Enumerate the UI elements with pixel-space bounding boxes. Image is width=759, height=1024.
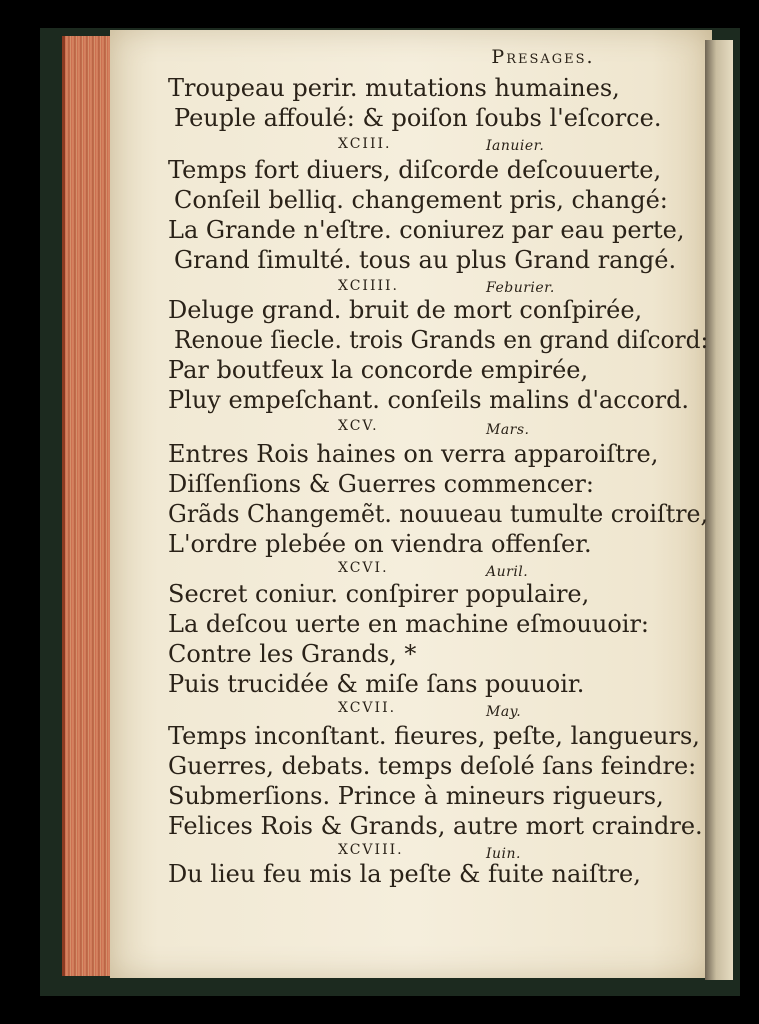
verse-line: Entres Rois haines on verra apparoiſtre, <box>168 440 659 468</box>
verse-line: Submerſions. Prince à mineurs rigueurs, <box>168 782 664 810</box>
verse-line: Temps inconſtant. fieures, peſte, langueurs, <box>168 722 700 750</box>
quatrain-number: XCVIII. <box>338 842 404 858</box>
verse-line: Peuple affoulé: & poiſon ſoubs l'eſcorce. <box>174 104 662 132</box>
quatrain-month: Ianuier. <box>486 138 545 154</box>
page-edges <box>62 36 115 976</box>
verse-line: Contre les Grands, * <box>168 640 417 668</box>
quatrain-month: Feburier. <box>486 280 555 296</box>
quatrain-month: Auril. <box>486 564 529 580</box>
quatrain-month: Mars. <box>486 422 530 438</box>
quatrain-number: XCV. <box>338 418 379 434</box>
verse-line: Guerres, debats. temps deſolé ſans feindre: <box>168 752 697 780</box>
verse-line: Grãds Changemẽt. nouueau tumulte croiſtre, <box>168 500 709 528</box>
verse-line: Par boutfeux la concorde empirée, <box>168 356 589 384</box>
verse-line: La Grande n'eſtre. coniurez par eau perte, <box>168 216 685 244</box>
quatrain-month: May. <box>486 704 522 720</box>
verse-line: Pluy empeſchant. conſeils malins d'accord. <box>168 386 690 414</box>
verse-line: Felices Rois & Grands, autre mort craindre. <box>168 812 703 840</box>
facing-page-gutter <box>705 40 733 980</box>
verse-line: Conſeil belliq. changement pris, changé: <box>174 186 668 214</box>
quatrain-number: XCIIII. <box>338 278 400 294</box>
verse-line: L'ordre plebée on viendra offenſer. <box>168 530 592 558</box>
verse-line: La deſcou uerte en machine eſmouuoir: <box>168 610 650 638</box>
verse-line: Deluge grand. bruit de mort conſpirée, <box>168 296 643 324</box>
verse-line: Renoue ſiecle. trois Grands en grand diſcord: <box>174 326 709 354</box>
quatrain-number: XCVII. <box>338 700 397 716</box>
verse-line: Troupeau perir. mutations humaines, <box>168 74 620 102</box>
quatrain-number: XCIII. <box>338 136 392 152</box>
verse-line: Du lieu feu mis la peſte & fuite naiſtre, <box>168 860 641 888</box>
quatrain-number: XCVI. <box>338 560 389 576</box>
verse-line: Temps fort diuers, diſcorde deſcouuerte, <box>168 156 662 184</box>
verse-line: Diſſenſions & Guerres commencer: <box>168 470 594 498</box>
verse-line: Puis trucidée & miſe ſans pouuoir. <box>168 670 585 698</box>
quatrain-month: Iuin. <box>486 846 521 862</box>
running-head: Presages. <box>491 46 595 68</box>
verse-line: Secret coniur. conſpirer populaire, <box>168 580 590 608</box>
verse-line: Grand ſimulté. tous au plus Grand rangé. <box>174 246 677 274</box>
